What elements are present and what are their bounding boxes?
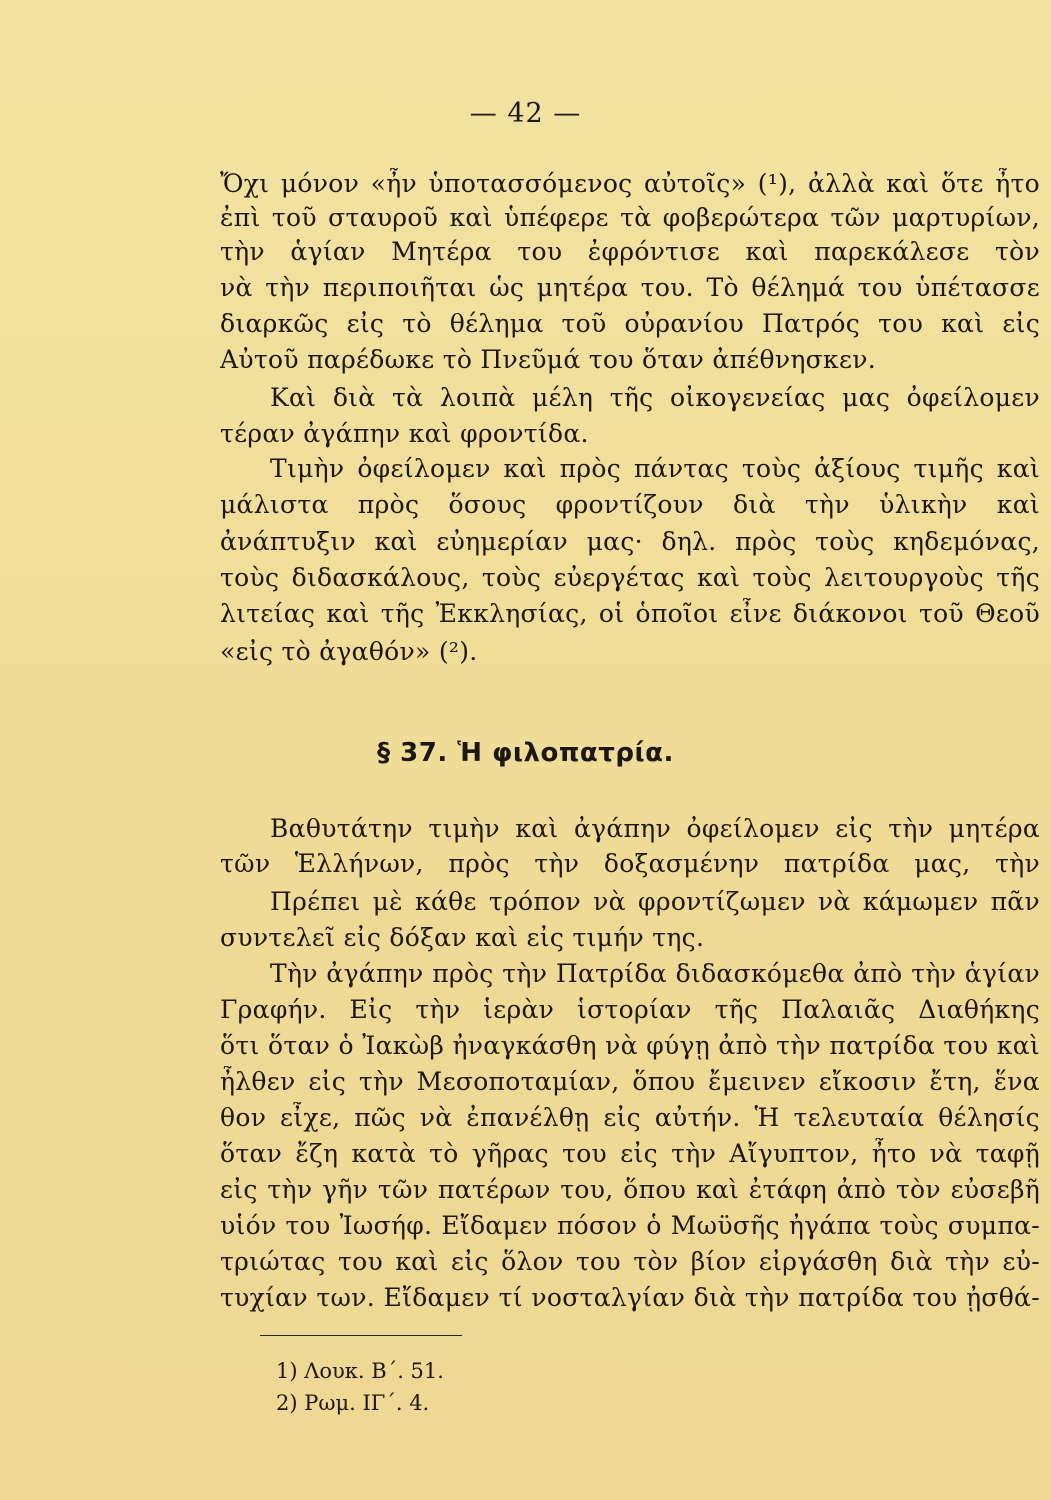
text-line: μάλιστα πρὸς ὅσους φροντίζουν διὰ τὴν ὑλικὴν καὶ (220, 490, 1040, 519)
text-line: νὰ τὴν περιποιῆται ὡς μητέρα του. Τὸ θέλημά του ὑπέτασσε (220, 273, 1040, 302)
text-line: τριώτας του καὶ εἰς ὅλον του τὸν βίον εἰργάσθη διὰ τὴν εὐ- (220, 1247, 1040, 1276)
text-line: ἀνάπτυξιν καὶ εὐημερίαν μας· δηλ. πρὸς τοὺς κηδεμόνας, (220, 527, 1040, 556)
footnote: 2) Ρωμ. ΙΓ΄. 4. (276, 1391, 430, 1415)
text-line: τὴν ἁγίαν Μητέρα του ἐφρόντισε καὶ παρεκάλεσε τὸν (220, 237, 1040, 266)
page-number: — 42 — (469, 98, 582, 129)
text-line: «εἰς τὸ ἀγαθόν» (²). (220, 637, 478, 666)
text-line: λιτείας καὶ τῆς Ἐκκλησίας, οἱ ὁποῖοι εἶνε διάκονοι τοῦ Θεοῦ (220, 599, 1040, 628)
text-line: συντελεῖ εἰς δόξαν καὶ εἰς τιμήν της. (220, 923, 705, 952)
text-line: Ὄχι μόνον «ἦν ὑποτασσόμενος αὐτοῖς» (¹), ἀλλὰ καὶ ὅτε ἦτο (220, 169, 1040, 198)
text-line: υἱόν του Ἰωσήφ. Εἴδαμεν πόσον ὁ Μωϋσῆς ἠγάπα τοὺς συμπα- (220, 1211, 1040, 1240)
text-line: Αὐτοῦ παρέδωκε τὸ Πνεῦμά του ὅταν ἀπέθνησκεν. (220, 345, 876, 374)
text-line: θον εἶχε, πῶς νὰ ἐπανέλθῃ εἰς αὐτήν. Ἡ τελευταία θέλησίς (220, 1103, 1040, 1132)
text-line: τοὺς διδασκάλους, τοὺς εὐεργέτας καὶ τοὺς λειτουργοὺς τῆς (220, 563, 1040, 592)
text-line: Καὶ διὰ τὰ λοιπὰ μέλη τῆς οἰκογενείας μας ὀφείλομεν (270, 383, 1040, 412)
text-line: ὅτι ὅταν ὁ Ἰακὼβ ἠναγκάσθη νὰ φύγῃ ἀπὸ τὴν πατρίδα του καὶ (220, 1031, 1040, 1060)
text-line: ἐπὶ τοῦ σταυροῦ καὶ ὑπέφερε τὰ φοβερώτερα τῶν μαρτυρίων, (220, 203, 1040, 232)
text-line: εἰς τὴν γῆν τῶν πατέρων του, ὅπου καὶ ἐτάφη ἀπὸ τὸν εὐσεβῆ (220, 1175, 1040, 1204)
footnote-divider (260, 1335, 462, 1336)
text-line: Γραφήν. Εἰς τὴν ἱερὰν ἱστορίαν τῆς Παλαιᾶς Διαθήκης (220, 995, 1040, 1024)
text-line: ὅταν ἔζη κατὰ τὸ γῆρας του εἰς τὴν Αἴγυπτον, ἦτο νὰ ταφῇ (220, 1139, 1040, 1168)
section-heading: § 37. Ἡ φιλοπατρία. (377, 738, 674, 768)
footnote: 1) Λουκ. Β΄. 51. (276, 1359, 444, 1383)
text-line: Βαθυτάτην τιμὴν καὶ ἀγάπην ὀφείλομεν εἰς τὴν μητέρα (270, 814, 1040, 843)
text-line: τῶν Ἑλλήνων, πρὸς τὴν δοξασμένην πατρίδα μας, τὴν (220, 849, 1040, 878)
text-line: Πρέπει μὲ κάθε τρόπον νὰ φροντίζωμεν νὰ κάμωμεν πᾶν (270, 887, 1040, 916)
text-line: Τιμὴν ὀφείλομεν καὶ πρὸς πάντας τοὺς ἀξίους τιμῆς καὶ (270, 454, 1040, 483)
text-line: τυχίαν των. Εἴδαμεν τί νοσταλγίαν διὰ τὴν πατρίδα του ᾐσθά- (220, 1283, 1040, 1312)
text-line: Τὴν ἀγάπην πρὸς τὴν Πατρίδα διδασκόμεθα ἀπὸ τὴν ἁγίαν (270, 959, 1040, 988)
text-line: ἦλθεν εἰς τὴν Μεσοποταμίαν, ὅπου ἔμεινεν εἴκοσιν ἔτη, ἕνα (220, 1067, 1040, 1096)
text-line: τέραν ἀγάπην καὶ φροντίδα. (220, 419, 589, 448)
text-line: διαρκῶς εἰς τὸ θέλημα τοῦ οὐρανίου Πατρός του καὶ εἰς (220, 309, 1040, 338)
